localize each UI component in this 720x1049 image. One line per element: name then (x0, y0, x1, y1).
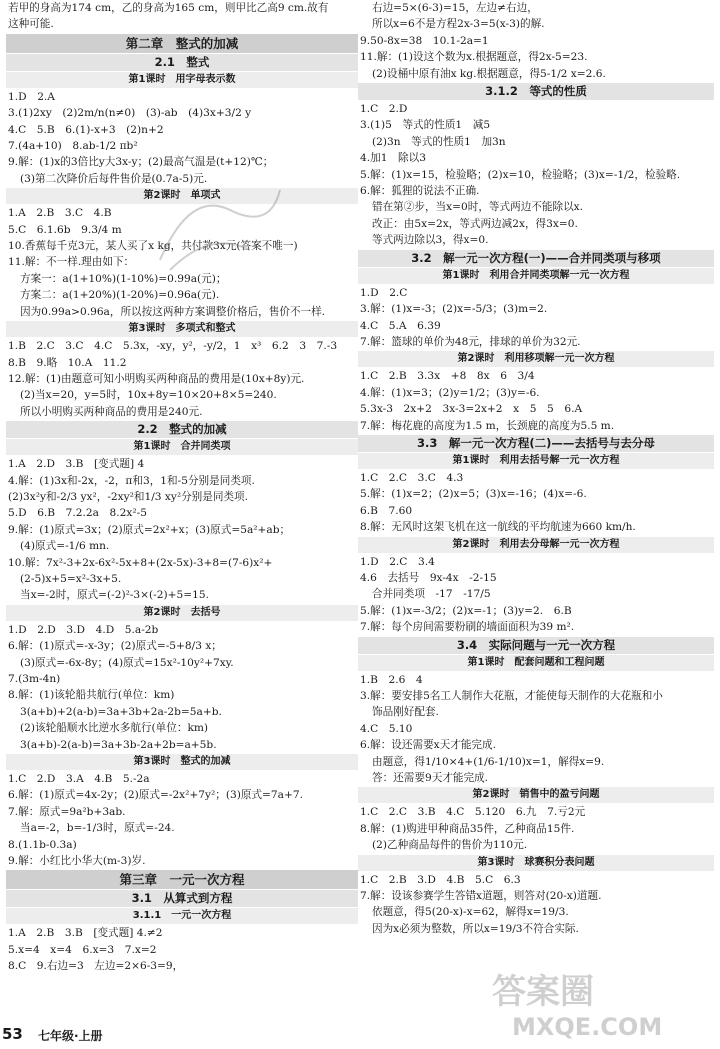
answer-line: 所以小明购买两种商品的费用是240元. (20, 405, 203, 418)
answer-line: (2)3n 等式的性质1 加3n (372, 135, 506, 148)
answer-line: 9.解：小红比小华大(m-3)岁. (8, 855, 146, 868)
answer-line: 1.D 2.A (8, 90, 55, 103)
answer-line: 4.解：(1)3x和-2x，-2，π和3，1和-5分别是同类项. (8, 474, 255, 487)
answer-line: 等式两边除以3，得x=0. (372, 234, 489, 247)
answer-line: 1.C 2.B 3.D 4.B 5.C 6.3 (360, 873, 521, 886)
answer-line: 方案一：a(1+10%)(1-10%)=0.99a(元)； (20, 272, 227, 285)
lesson-heading: 第2课时 利用移项解一元一次方程 (358, 351, 714, 367)
answer-line: 1.A 2.D 3.B [变式题] 4 (8, 458, 145, 471)
answer-line: 1.A 2.B 3.C 4.B (8, 207, 112, 220)
answer-line: 4.C 5.10 (360, 722, 413, 735)
lesson-heading: 第1课时 合并同类项 (6, 439, 358, 455)
answer-line: 5.x=4 x=4 6.x=3 7.x=2 (8, 943, 157, 956)
answer-line: 7.解：设该参赛学生答错x道题，则答对(20-x)道题. (360, 890, 602, 903)
lesson-heading: 第3课时 球赛积分表问题 (358, 855, 714, 871)
answer-line: 8.解：(1)购进甲种商品35件，乙种商品15件. (360, 822, 575, 835)
answer-line: 6.解：设还需要x天才能完成. (360, 739, 496, 752)
answer-line: 8.解：(1)该轮船共航行(单位：km) (8, 689, 175, 702)
answer-line: 6.解：狐狸的说法不正确. (360, 185, 480, 198)
answer-line: 1.A 2.B 3.B [变式题] 4.≠2 (8, 927, 163, 940)
lesson-heading: 第3课时 多项式和整式 (6, 321, 358, 337)
answer-line: 改正：由5x=2x，等式两边减2x，得3x=0. (372, 217, 578, 230)
lesson-heading: 3.1.1 一元一次方程 (6, 908, 358, 924)
section-heading: 2.2 整式的加减 (6, 421, 358, 438)
answer-line: 12.解：(1)由题意可知小明购买两种商品的费用是(10x+8y)元. (8, 372, 305, 385)
lesson-heading: 第2课时 单项式 (6, 188, 358, 204)
answer-line: (3)第二次降价后每件售价是(0.7a-5)元. (20, 172, 208, 185)
answer-line: 6.解：(1)原式=-x-3y；(2)原式=-5+8/3 x； (8, 640, 222, 653)
answer-line: 9.解：(1)原式=3x；(2)原式=2x²+x；(3)原式=5a²+ab； (8, 523, 291, 536)
answer-line: 当x=-2时，原式=(-2)²-3×(-2)+5=15. (20, 589, 209, 602)
answer-line: 3.解：要安排5名工人制作大花瓶，才能使每天制作的大花瓶和小 (360, 690, 663, 702)
answer-line: 1.C 2.B 3.3x +8 8x 6 3/4 (360, 370, 535, 383)
watermark-url: MXQE.COM (512, 1013, 663, 1041)
answer-line: 5.C 6.1.6b 9.3/4 m (8, 223, 122, 236)
answer-line: (2)设桶中原有油x kg.根据题意，得5-1/2 x=2.6. (372, 67, 606, 80)
answer-line: 这种可能. (8, 18, 54, 31)
answer-line: (2)3x²y和-2/3 yx²，-2xy²和1/3 xy²分别是同类项. (8, 490, 249, 503)
answer-line: 若甲的身高为174 cm，乙的身高为165 cm，则甲比乙高9 cm.故有 (8, 2, 329, 14)
answer-line: 4.C 5.A 6.39 (360, 319, 441, 332)
answer-line: (4)原式=-1/6 mn. (20, 540, 110, 553)
answer-line: 5.解：(1)x=-3/2；(2)x=-1；(3)y=2. 6.B (360, 604, 572, 617)
lesson-heading: 第1课时 配套问题和工程问题 (358, 655, 714, 671)
answer-line: 所以x=6不是方程2x-3=5(x-3)的解. (372, 18, 545, 31)
answer-line: 8.C 9.右边=3 左边=2×6-3=9， (8, 960, 184, 973)
answer-line: 饰品刚好配套. (372, 706, 439, 719)
left-column (6, 0, 358, 1020)
answer-line: 1.C 2.C 3.C 4.3 (360, 471, 464, 484)
chapter-heading: 第三章 一元一次方程 (6, 870, 358, 889)
answer-line: (3)原式=-6x-8y；(4)原式=15x²-10y²+7xy. (20, 656, 234, 669)
answer-line: 7.解：篮球的单价为48元，排球的单价为32元. (360, 335, 581, 348)
answer-line: 7.(4a+10) 8.ab-1/2 πb² (8, 140, 138, 153)
answer-line: 5.3x-3 2x+2 3x-3=2x+2 x 5 5 6.A (360, 403, 583, 416)
answer-line: 1.C 2.D 3.A 4.B 5.-2a (8, 773, 150, 786)
answer-line: 7.(3m-4n) (8, 673, 61, 685)
answer-line: (2)乙种商品每件的售价为110元. (372, 839, 528, 852)
answer-line: 8.B 9.略 10.A 11.2 (8, 356, 127, 369)
answer-line: 8.解：无风时这架飞机在这一航线的平均航速为660 km/h. (360, 521, 636, 534)
section-heading: 3.3 解一元一次方程(二)——去括号与去分母 (358, 435, 714, 452)
answer-line: 由题意，得1/10×4+(1/6-1/10)x=1，解得x=9. (372, 755, 605, 768)
watermark-text: 答案圈 (492, 972, 594, 1012)
answer-line: 11.解：(1)设这个数为x.根据题意，得2x-5=23. (360, 51, 588, 64)
lesson-heading: 第2课时 利用去分母解一元一次方程 (358, 537, 714, 553)
answer-line: 6.解：(1)原式=4x-2y；(2)原式=-2x²+7y²；(3)原式=7a+7. (8, 789, 303, 802)
answer-line: 4.解：(1)x=3；(2)y=1/2；(3)y=-6. (360, 386, 540, 399)
answer-line: 错在第②步，当x=0时，等式两边不能除以x. (372, 201, 584, 214)
answer-line: 依题意，得5(20-x)-x=62，解得x=19/3. (372, 906, 569, 919)
answer-line: 7.解：每个房间需要粉刷的墙面面积为39 m². (360, 621, 575, 634)
answer-line: 因为x必须为整数，所以x=19/3不符合实际. (372, 922, 579, 935)
answer-line: 7.解：梅花鹿的高度为1.5 m，长颈鹿的高度为5.5 m. (360, 419, 615, 432)
page-number: 53 (2, 1025, 23, 1043)
answer-line: 11.解：不一样.理由如下： (8, 256, 135, 269)
answer-line: 3.(1)5 等式的性质1 减5 (360, 119, 491, 132)
section-heading: 3.2 解一元一次方程(一)——合并同类项与移项 (358, 250, 714, 267)
answer-line: 1.D 2.D 3.D 4.D 5.a-2b (8, 623, 159, 636)
answer-line: 方案二：a(1+20%)(1-20%)=0.96a(元). (20, 289, 220, 302)
answer-line: 1.D 2.C 3.4 (360, 555, 435, 568)
answer-line: 4.C 5.B 6.(1)-x+3 (2)n+2 (8, 123, 164, 136)
answer-line: 1.C 2.D (360, 103, 408, 116)
answer-line: 合并同类项 -17 -17/5 (372, 588, 491, 601)
answer-line: 3(a+b)-2(a-b)=3a+3b-2a+2b=a+5b. (20, 738, 217, 751)
lesson-heading: 第2课时 销售中的盈亏问题 (358, 787, 714, 803)
section-heading: 3.1.2 等式的性质 (358, 83, 714, 100)
answer-line: 1.C 2.C 3.B 4.C 5.120 6.九 7.亏2元 (360, 806, 586, 819)
lesson-heading: 第1课时 用字母表示数 (6, 72, 358, 88)
answer-line: 9.50-8x=38 10.1-2a=1 (360, 34, 489, 47)
answer-line: (2)该轮船顺水比逆水多航行(单位：km) (20, 722, 209, 735)
answer-line: 右边=5×(6-3)=15，左边≠右边， (372, 2, 538, 14)
answer-line: 10.香蕉每千克3元，某人买了x kg，共付款3x元(答案不唯一) (8, 240, 298, 253)
answer-line: 5.解：(1)x=2；(2)x=5；(3)x=-16；(4)x=-6. (360, 488, 587, 501)
answer-line: 3(a+b)+2(a-b)=3a+3b+2a-2b=5a+b. (20, 705, 222, 718)
right-column (358, 0, 714, 1020)
answer-line: 当a=-2，b=-1/3时，原式=-24. (20, 822, 175, 835)
answer-line: 1.D 2.C (360, 286, 408, 299)
answer-line: (2-5)x+5=x²-3x+5. (20, 572, 122, 585)
answer-line: 因为0.99a>0.96a，所以按这两种方案调整价格后，售价不一样. (20, 305, 326, 318)
answer-line: 9.解：(1)x的3倍比y大3x-y；(2)最高气温是(t+12)℃； (8, 156, 274, 169)
page-footer (0, 1023, 720, 1049)
answer-line: 3.解：(1)x=-3；(2)x=-5/3；(3)m=2. (360, 303, 548, 316)
answer-line: 5.D 6.B 7.2.2a 8.2x²-5 (8, 507, 147, 520)
answer-line: 4.加1 除以3 (360, 152, 426, 165)
chapter-heading: 第二章 整式的加减 (6, 34, 358, 53)
answer-line: 5.解：(1)x=15，检验略；(2)x=10，检验略；(3)x=-1/2，检验略. (360, 168, 681, 181)
answer-line: 7.解：原式=9a²b+3ab. (8, 805, 126, 818)
answer-line: 答：还需要9天才能完成. (372, 772, 489, 785)
answer-line: 1.B 2.C 3.C 4.C 5.3x，-xy，y²，-y/2，1 x³ 6.2 3 7.-3 (8, 340, 338, 353)
answer-line: 8.(1.1b-0.3a) (8, 838, 77, 851)
answer-line: (2)当x=20，y=5时，10x+8y=10×20+8×5=240. (20, 389, 277, 402)
lesson-heading: 第2课时 去括号 (6, 605, 358, 621)
answer-line: 3.(1)2xy (2)2m/n(n≠0) (3)-ab (4)3x+3/2 y (8, 107, 252, 120)
lesson-heading: 第1课时 利用合并同类项解一元一次方程 (358, 268, 714, 284)
answer-line: 6.B 7.60 (360, 504, 413, 517)
answer-line: 4.6 去括号 9x-4x -2-15 (360, 571, 497, 584)
grade-label: 七年级·上册 (38, 1029, 103, 1043)
answer-line: 1.B 2.6 4 (360, 673, 423, 686)
section-heading: 3.4 实际问题与一元一次方程 (358, 637, 714, 654)
section-heading: 3.1 从算式到方程 (6, 890, 358, 907)
lesson-heading: 第1课时 利用去括号解一元一次方程 (358, 453, 714, 469)
lesson-heading: 第3课时 整式的加减 (6, 754, 358, 770)
answer-line: 10.解：7x²-3+2x-6x²-5x+8+(2x-5x)-3+8=(7-6)x²+ (8, 556, 273, 569)
section-heading: 2.1 整式 (6, 54, 358, 71)
